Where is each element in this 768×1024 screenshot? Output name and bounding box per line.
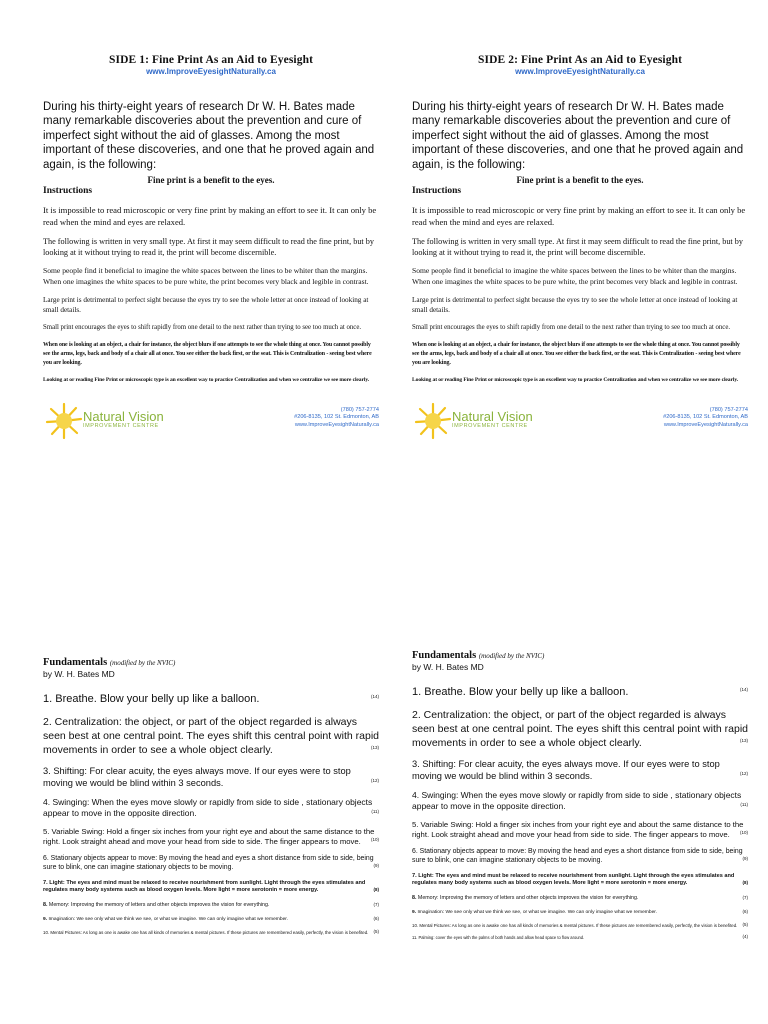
fundamental-item <box>43 797 379 819</box>
contact-phone: (780) 757-2774 <box>709 406 748 413</box>
item-text: 1. Breathe. Blow your belly up like a balloon. <box>43 693 260 705</box>
side2-paragraph: Large print is detrimental to perfect sight because the eyes try to see the whole letter at once instead of looking at small details. <box>412 296 738 315</box>
contact-phone: (780) 757-2774 <box>340 406 379 413</box>
side2-fine-print-heading: Fine print is a benefit to the eyes. <box>516 175 644 186</box>
side1-intro: During his thirty-eight years of research Dr W. H. Bates made many remarkable discoveries about the prevention and cure of imperfect sight without the aid of glasses. Among the most important of these discoveries, and one that he proved again and again, is the following: <box>43 101 375 171</box>
side2-paragraph: It is impossible to read microscopic or very fine print by making an effort to see it. It can only be read when the mind and eyes are relaxed. <box>412 205 746 227</box>
item-text: 10. Mental Pictures: As long as one is awake one has all kinds of memories & mental pictures. If these pictures are remembered easily, perfectly, the vision is benefited. <box>412 923 738 929</box>
item-size: (11) <box>740 801 748 807</box>
item-text: 6. Stationary objects appear to move: By moving the head and eyes a short distance from side to side, being sure to blink, one can imagine stationary objects to be moving. <box>43 855 374 872</box>
brand-name: Natural Vision <box>83 408 164 424</box>
item-text: 2. Centralization: the object, or part of the object regarded is always seen best at one central point. The eyes shift this central point with rapid movements in order to see a whole object clearly. <box>412 709 748 750</box>
fundamentals-right <box>412 650 748 941</box>
side1-paragraph: Looking at or reading Fine Print or microscopic type is an excellent way to practice Centralization and when we centralize we see more clearly. <box>43 376 370 383</box>
fundamental-item <box>43 692 379 706</box>
fundamentals-heading <box>412 650 748 661</box>
item-size: (6) <box>373 916 379 922</box>
fundamental-item <box>412 895 748 902</box>
fundamental-item <box>43 916 379 923</box>
item-size: (10) <box>739 829 748 835</box>
item-text: 10. Mental Pictures: As long as one is awake one has all kinds of memories & mental pictures. If these pictures are remembered easily, perfectly, the vision is benefited. <box>43 930 369 936</box>
fundamental-item <box>43 765 379 789</box>
contact-block <box>294 407 379 430</box>
contact-address: #206-8135, 102 St. Edmonton, AB <box>294 414 379 421</box>
fundamental-item <box>43 902 379 909</box>
item-size: (12) <box>739 770 748 776</box>
item-size: (10) <box>370 836 379 842</box>
side2-paragraph: Small print encourages the eyes to shift rapidly from one detail to the next rather than trying to see too much at once. <box>412 324 731 332</box>
sun-logo-icon <box>43 401 85 441</box>
item-text: 5. Variable Swing: Hold a finger six inches from your right eye and about the same distance to the right. Look straight ahead and move your head from side to side. The finger appears to move. <box>43 826 375 846</box>
side2-url[interactable]: www.ImproveEyesightNaturally.ca <box>515 67 645 76</box>
side1-fine-print-heading: Fine print is a benefit to the eyes. <box>147 175 275 186</box>
item-text: Memory: Improving the memory of letters and other objects improves the vision for everything. <box>48 902 270 909</box>
contact-address: #206-8135, 102 St. Edmonton, AB <box>663 414 748 421</box>
brand-block <box>83 410 164 429</box>
item-size: (13) <box>370 745 379 751</box>
item-text: The eyes and mind must be relaxed to receive nourishment from sunlight. Light through the eyes stimulates and regulates many body systems such as blood oxygen levels. More light = more serotonin = more energy. <box>43 879 366 894</box>
item-size: (8) <box>373 887 379 893</box>
item-size: (13) <box>739 738 748 744</box>
fundamentals-title: Fundamentals <box>412 650 477 661</box>
side1-paragraph: It is impossible to read microscopic or very fine print by making an effort to see it. It can only be read when the mind and eyes are relaxed. <box>43 205 377 227</box>
sun-logo-icon <box>412 401 454 441</box>
side2-paragraph: Some people find it beneficial to imagine the white spaces between the lines to be whiter than the margins. When one imagines the white spaces to be pure white, the print becomes very black and legible in contrast. <box>412 266 738 286</box>
item-size: (5) <box>373 929 379 935</box>
item-lead: 9. <box>43 917 48 923</box>
item-lead: 8. <box>412 895 417 902</box>
side1-url[interactable]: www.ImproveEyesightNaturally.ca <box>146 67 276 76</box>
brand-name: Natural Vision <box>452 408 533 424</box>
brand-subtitle: IMPROVEMENT CENTRE <box>452 422 528 429</box>
fundamental-item <box>412 820 748 840</box>
item-text: 11. Palming: cover the eyes with the palms of both hands and allow head space to flow around. <box>412 935 585 941</box>
item-text: 2. Centralization: the object, or part of the object regarded is always seen best at one central point. The eyes shift this central point with rapid movements in order to see a whole object clearly. <box>43 716 379 757</box>
fundamental-item <box>412 708 748 751</box>
fundamentals-byline: by W. H. Bates MD <box>412 662 484 672</box>
item-lead: 7. Light: <box>43 879 65 886</box>
fundamental-item <box>412 909 748 916</box>
item-size: (7) <box>373 902 379 908</box>
item-text: The eyes and mind must be relaxed to receive nourishment from sunlight. Light through the eyes stimulates and regulates many body systems such as blood oxygen levels. More light = more serotonin = more energy. <box>412 872 735 887</box>
fundamental-item <box>43 715 379 758</box>
fundamentals-heading <box>43 657 379 668</box>
side1-paragraph: The following is written in very small type. At first it may seem difficult to read the fine print, but by looking at it without trying to read it, the print will become discernible. <box>43 237 374 258</box>
fundamental-item <box>412 935 748 941</box>
fundamental-item <box>412 873 748 888</box>
side1-paragraph: Small print encourages the eyes to shift rapidly from one detail to the next rather than trying to see too much at once. <box>43 324 362 332</box>
fundamentals-title: Fundamentals <box>43 657 108 668</box>
contact-website[interactable]: www.ImproveEyesightNaturally.ca <box>663 421 748 428</box>
item-lead: 8. <box>43 902 48 909</box>
side2-paragraph: When one is looking at an object, a chair for instance, the object blurs if one attempts to see the whole thing at once. You cannot possibly see the arms, legs, back and body of a chair all at once. You see either the back first, or the seat. This is Centralization - seeing best where you are looking. <box>412 341 741 366</box>
item-lead: 9. <box>412 910 417 916</box>
item-size: (6) <box>742 909 748 915</box>
brand-subtitle: IMPROVEMENT CENTRE <box>83 422 159 429</box>
side2-logo-footer <box>412 399 748 443</box>
item-text: Imagination: We see only what we think we see, or what we imagine. We can only imagine what we remember. <box>417 910 658 916</box>
item-text: 4. Swinging: When the eyes move slowly or rapidly from side to side , stationary objects appear to move in the opposite direction. <box>43 796 373 818</box>
fundamental-item <box>412 685 748 699</box>
side1-instructions-heading: Instructions <box>43 186 93 197</box>
side2-paragraph: The following is written in very small type. At first it may seem difficult to read the fine print, but by looking at it without trying to read it, the print will become discernible. <box>412 237 743 258</box>
contact-block <box>663 407 748 430</box>
fundamentals-modified: (modified by the NVIC) <box>109 659 176 667</box>
item-text: Imagination: We see only what we think we see, or what we imagine. We can only imagine what we remember. <box>48 917 289 923</box>
item-text: 6. Stationary objects appear to move: By moving the head and eyes a short distance from side to side, being sure to blink, one can imagine stationary objects to be moving. <box>412 848 743 865</box>
brand-block <box>452 410 533 429</box>
side1-title: SIDE 1: Fine Print As an Aid to Eyesight <box>109 54 313 66</box>
side1-paragraph: Some people find it beneficial to imagine the white spaces between the lines to be whiter than the margins. When one imagines the white spaces to be pure white, the print becomes very black and legible in contrast. <box>43 266 369 286</box>
item-size: (14) <box>739 687 748 692</box>
item-size: (7) <box>742 895 748 901</box>
item-text: 3. Shifting: For clear acuity, the eyes always move. If our eyes were to stop moving we would be blind within 3 seconds. <box>43 765 351 788</box>
fundamental-item <box>412 847 748 866</box>
item-size: (5) <box>742 922 748 928</box>
fundamental-item <box>43 930 379 936</box>
side2-intro: During his thirty-eight years of research Dr W. H. Bates made many remarkable discoveries about the prevention and cure of imperfect sight without the aid of glasses. Among the most important of these discoveries, and one that he proved again and again, is the following: <box>412 101 744 171</box>
fundamental-item <box>43 827 379 847</box>
item-text: 4. Swinging: When the eyes move slowly or rapidly from side to side , stationary objects appear to move in the opposite direction. <box>412 789 742 811</box>
item-size: (8) <box>742 880 748 886</box>
fundamentals-modified: (modified by the NVIC) <box>478 652 545 660</box>
item-size: (11) <box>371 808 379 814</box>
fundamental-item <box>412 758 748 782</box>
item-text: 3. Shifting: For clear acuity, the eyes always move. If our eyes were to stop moving we would be blind within 3 seconds. <box>412 758 720 781</box>
fundamentals-byline: by W. H. Bates MD <box>43 669 115 679</box>
side2-title: SIDE 2: Fine Print As an Aid to Eyesight <box>478 54 682 66</box>
fundamental-item <box>412 790 748 812</box>
item-text: 1. Breathe. Blow your belly up like a balloon. <box>412 686 629 698</box>
item-size: (12) <box>370 777 379 783</box>
item-size: (9) <box>742 856 748 862</box>
item-text: 5. Variable Swing: Hold a finger six inches from your right eye and about the same distance to the right. Look straight ahead and move your head from side to side. The finger appears to move. <box>412 819 744 839</box>
item-size: (14) <box>370 694 379 699</box>
fundamentals-left <box>43 657 379 936</box>
contact-website[interactable]: www.ImproveEyesightNaturally.ca <box>294 421 379 428</box>
fundamental-item <box>43 880 379 895</box>
side1-paragraph: Large print is detrimental to perfect sight because the eyes try to see the whole letter at once instead of looking at small details. <box>43 296 369 315</box>
fundamental-item <box>412 923 748 929</box>
side1-paragraph: When one is looking at an object, a chair for instance, the object blurs if one attempts to see the whole thing at once. You cannot possibly see the arms, legs, back and body of a chair all at once. You see either the back first, or the seat. This is Centralization - seeing best where you are looking. <box>43 341 372 366</box>
item-size: (9) <box>373 863 379 869</box>
item-lead: 7. Light: <box>412 872 434 879</box>
side2-instructions-heading: Instructions <box>412 186 462 197</box>
side2-column <box>412 54 748 443</box>
side1-logo-footer <box>43 399 379 443</box>
item-text: Memory: Improving the memory of letters and other objects improves the vision for everything. <box>417 895 639 902</box>
fundamental-item <box>43 854 379 873</box>
item-size: (4) <box>742 934 748 940</box>
side2-paragraph: Looking at or reading Fine Print or microscopic type is an excellent way to practice Centralization and when we centralize we see more clearly. <box>412 376 739 383</box>
side1-column <box>43 54 379 443</box>
